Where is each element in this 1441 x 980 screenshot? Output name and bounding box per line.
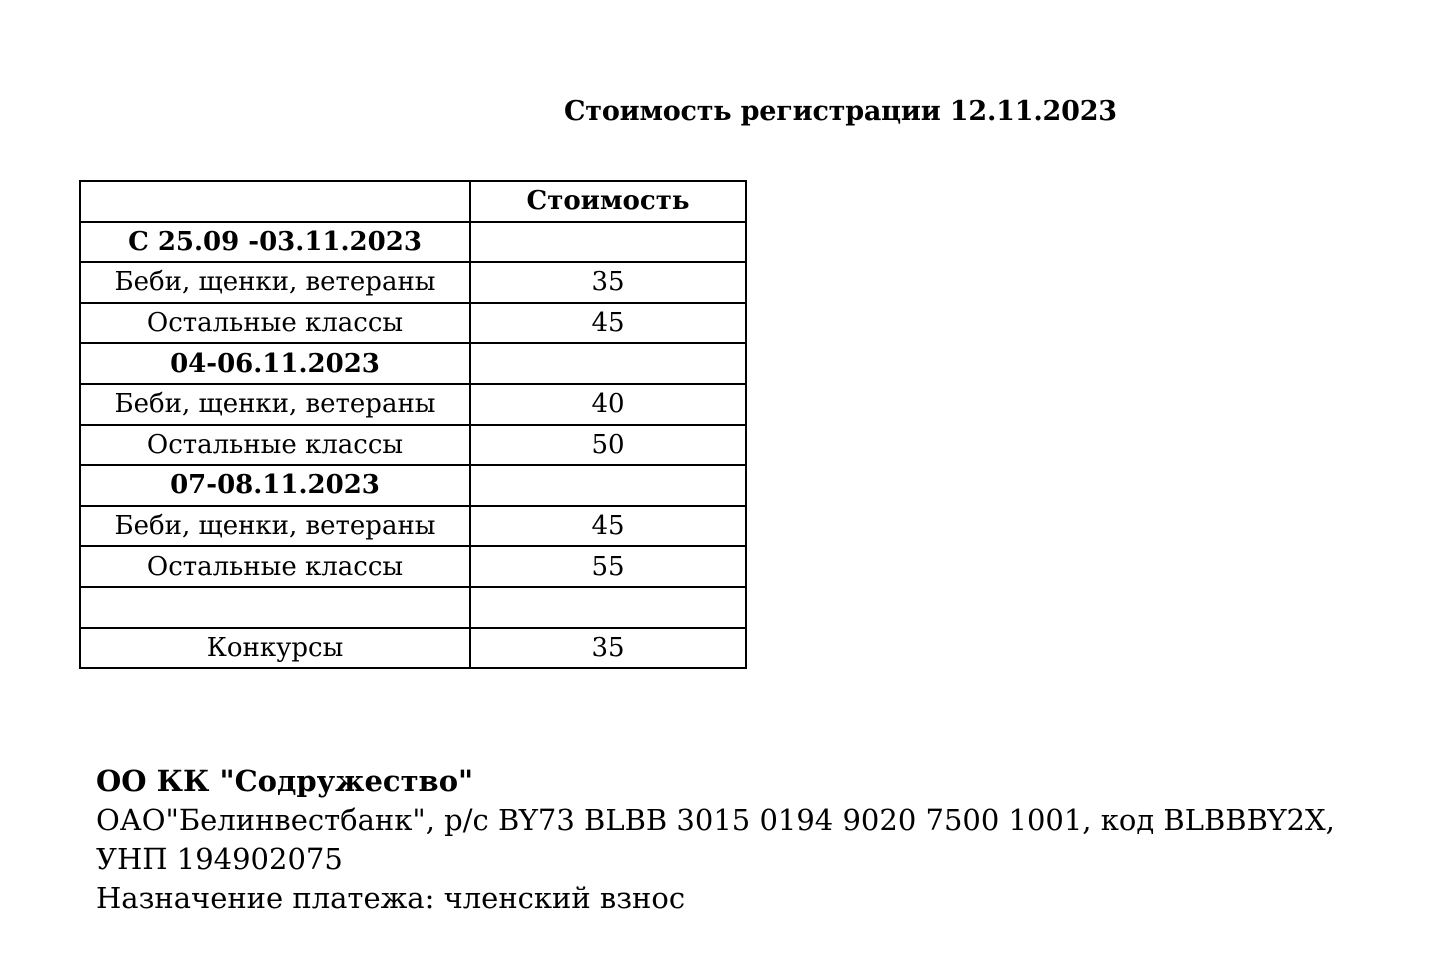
page-title: Стоимость регистрации 12.11.2023 [564,96,1117,127]
price-cell: 55 [470,546,746,587]
period-cell: 04-06.11.2023 [80,343,470,384]
category-cell: Конкурсы [80,628,470,669]
header-category-cell [80,181,470,222]
header-price-cell: Стоимость [470,181,746,222]
category-cell: Беби, щенки, ветераны [80,262,470,303]
price-cell: 35 [470,628,746,669]
table-row [80,262,746,303]
table-row [80,384,746,425]
payment-details [96,762,1335,918]
price-cell: 50 [470,425,746,466]
price-cell: 45 [470,506,746,547]
price-table [79,180,747,669]
table-header-row [80,181,746,222]
organization-name: ОО КК "Содружество" [96,764,474,798]
category-cell: Остальные классы [80,546,470,587]
table-row [80,222,746,263]
price-cell [470,587,746,628]
unp-number: УНП 194902075 [96,842,343,876]
category-cell: Остальные классы [80,303,470,344]
payment-purpose: Назначение платежа: членский взнос [96,881,686,915]
period-cell: 07-08.11.2023 [80,465,470,506]
price-cell [470,343,746,384]
bank-details: ОАО"Белинвестбанк", р/с BY73 BLBB 3015 0194 9020 7500 1001, код BLBBBY2X, [96,803,1335,837]
price-cell: 40 [470,384,746,425]
table-row [80,465,746,506]
table-row [80,303,746,344]
table-row [80,425,746,466]
table-row [80,546,746,587]
price-cell: 45 [470,303,746,344]
period-cell: С 25.09 -03.11.2023 [80,222,470,263]
category-cell: Беби, щенки, ветераны [80,384,470,425]
table-row [80,506,746,547]
table-row [80,628,746,669]
category-cell: Беби, щенки, ветераны [80,506,470,547]
category-cell: Остальные классы [80,425,470,466]
price-cell: 35 [470,262,746,303]
table-row [80,587,746,628]
category-cell [80,587,470,628]
price-cell [470,465,746,506]
table-row [80,343,746,384]
price-cell [470,222,746,263]
